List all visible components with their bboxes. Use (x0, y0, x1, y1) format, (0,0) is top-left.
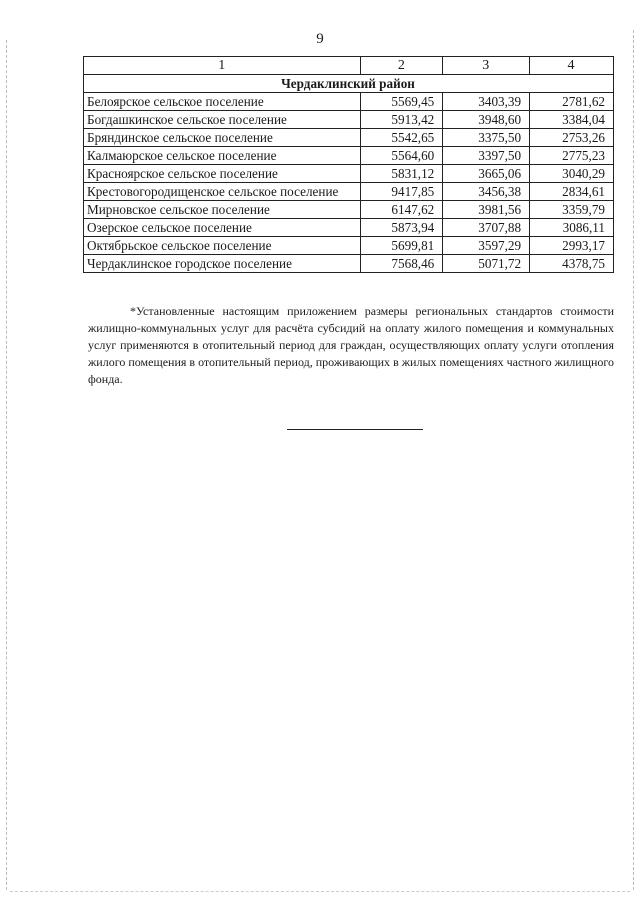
value-col-3: 3948,60 (443, 111, 530, 129)
column-number-2: 2 (361, 57, 443, 75)
column-number-row (84, 57, 614, 75)
value-col-4: 4378,75 (530, 255, 614, 273)
settlement-name: Богдашкинское сельское поселение (84, 111, 361, 129)
value-col-3: 3597,29 (443, 237, 530, 255)
settlement-name: Красноярское сельское поселение (84, 165, 361, 183)
closing-rule (287, 429, 423, 430)
value-col-2: 5699,81 (361, 237, 443, 255)
footnote-paragraph: *Установленные настоящим приложением размеры региональных стандартов стоимости жилищно-коммунальных услуг для расчёта субсидий на оплату жилого помещения и коммунальных услуг применяются в отопительный период для граждан, осуществляющих оплату услуги отопления жилого помещения в отопительный период, проживающих в жилых помещениях частного жилищного фонда. (88, 304, 614, 386)
value-col-3: 5071,72 (443, 255, 530, 273)
table-row (84, 237, 614, 255)
value-col-2: 6147,62 (361, 201, 443, 219)
value-col-2: 5873,94 (361, 219, 443, 237)
settlement-name: Белоярское сельское поселение (84, 93, 361, 111)
value-col-2: 5831,12 (361, 165, 443, 183)
value-col-4: 2834,61 (530, 183, 614, 201)
value-col-2: 9417,85 (361, 183, 443, 201)
value-col-2: 5564,60 (361, 147, 443, 165)
column-number-1: 1 (84, 57, 361, 75)
settlement-name: Калмаюрское сельское поселение (84, 147, 361, 165)
value-col-3: 3456,38 (443, 183, 530, 201)
table-row (84, 183, 614, 201)
section-header-row (84, 75, 614, 93)
column-number-4: 4 (530, 57, 614, 75)
table-row (84, 111, 614, 129)
settlement-name: Бряндинское сельское поселение (84, 129, 361, 147)
settlement-name: Озерское сельское поселение (84, 219, 361, 237)
value-col-4: 3359,79 (530, 201, 614, 219)
settlement-name: Мирновское сельское поселение (84, 201, 361, 219)
value-col-4: 3086,11 (530, 219, 614, 237)
value-col-3: 3397,50 (443, 147, 530, 165)
section-title: Чердаклинский район (84, 75, 614, 93)
table-row (84, 201, 614, 219)
settlement-name: Чердаклинское городское поселение (84, 255, 361, 273)
settlement-name: Крестовогородищенское сельское поселение (84, 183, 361, 201)
scan-edge-bottom (10, 891, 630, 892)
scan-edge-right (633, 30, 634, 890)
settlement-name: Октябрьское сельское поселение (84, 237, 361, 255)
page-number: 9 (316, 31, 324, 47)
value-col-3: 3707,88 (443, 219, 530, 237)
value-col-4: 2775,23 (530, 147, 614, 165)
value-col-4: 2993,17 (530, 237, 614, 255)
table-row (84, 129, 614, 147)
value-col-2: 7568,46 (361, 255, 443, 273)
table-row (84, 93, 614, 111)
standards-table (83, 56, 614, 273)
table-row (84, 255, 614, 273)
value-col-3: 3403,39 (443, 93, 530, 111)
value-col-3: 3375,50 (443, 129, 530, 147)
value-col-2: 5569,45 (361, 93, 443, 111)
table-row (84, 147, 614, 165)
value-col-4: 3040,29 (530, 165, 614, 183)
value-col-4: 2781,62 (530, 93, 614, 111)
table-row (84, 219, 614, 237)
column-number-3: 3 (443, 57, 530, 75)
value-col-4: 2753,26 (530, 129, 614, 147)
value-col-4: 3384,04 (530, 111, 614, 129)
value-col-2: 5913,42 (361, 111, 443, 129)
value-col-2: 5542,65 (361, 129, 443, 147)
scan-edge-left (6, 40, 7, 890)
value-col-3: 3665,06 (443, 165, 530, 183)
table-row (84, 165, 614, 183)
value-col-3: 3981,56 (443, 201, 530, 219)
